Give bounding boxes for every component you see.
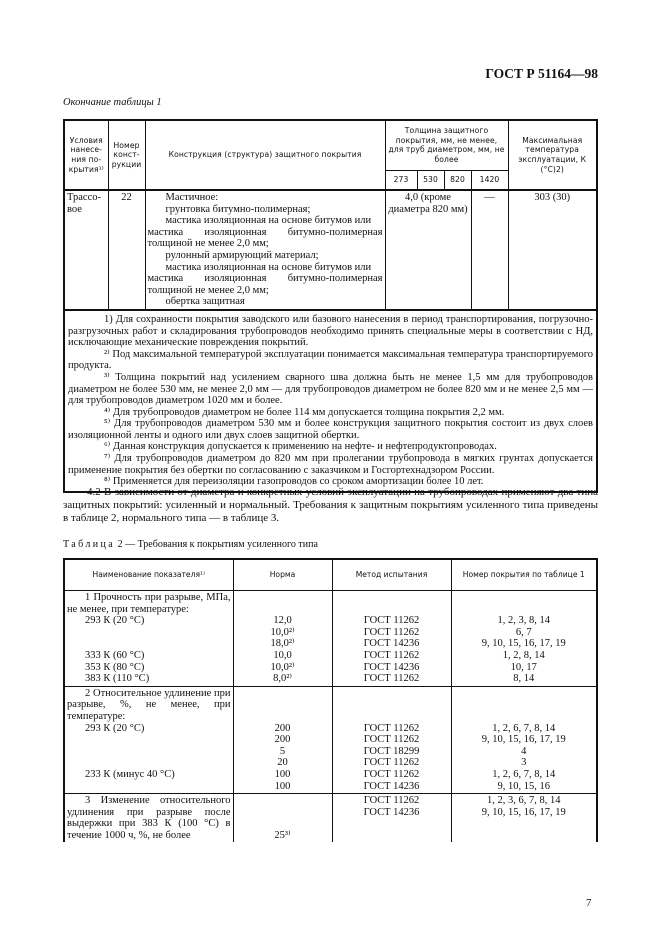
coating-number-value: 1, 2, 6, 7, 8, 14 (492, 768, 556, 780)
coating-number-value: 10, 17 (510, 661, 537, 673)
method-value: ГОСТ 11262 (363, 795, 420, 807)
col-header-number: Номер конст-рукции (108, 120, 145, 190)
indicator-line: 293 К (20 °С) (85, 722, 145, 734)
method-value: ГОСТ 14236 (363, 780, 420, 792)
col-header-max-temp: Максимальная температура эксплуатации, К (°С)2) (508, 120, 597, 190)
footnote: ⁴⁾ Для трубопроводов диаметром не более 114 мм допускается толщина покрытия 2,2 мм. (104, 406, 505, 418)
footnote: ⁷⁾ Для трубопроводов диаметром до 820 мм при пролегании трубопровода в мягких грунтах допускается применение покрытия без обертки по согласованию с заказчиком и Госгортехнадзором России. (68, 453, 593, 476)
cell-number: 22 (108, 190, 145, 310)
spacer (335, 711, 449, 723)
cell-method (332, 591, 451, 687)
table2 (63, 558, 598, 842)
coating-number-value: 9, 10, 15, 16, 17, 19 (481, 734, 566, 746)
spacer (454, 711, 595, 723)
norm-value: 10,0 (273, 649, 292, 661)
norm-value: 100 (274, 780, 291, 792)
footnote: ⁸⁾ Применяется для переизоляции газопроводов со сроком амортизации более 10 лет. (104, 476, 484, 488)
indicator-line (67, 746, 231, 758)
spacer (236, 818, 330, 830)
cell-indicator (64, 591, 233, 687)
table1 (63, 119, 598, 493)
norm-value: 10,0²⁾ (270, 626, 295, 638)
cell-indicator (64, 794, 233, 843)
method-value: ГОСТ 11262 (363, 757, 420, 769)
indicator-title: 3 Изменение относительного удлинения при разрыве после выдержки при 383 К (100 °С) в течение 1000 ч, %, не более (67, 795, 231, 841)
construction-line: рулонный армирующий материал; (165, 249, 319, 261)
construction-line: мастика изоляционная битумно-полимерная толщиной не менее 2,0 мм; (147, 273, 383, 296)
paragraph-text: 4.2 В зависимости от диаметра и конкретных условий эксплуатации на трубопроводах применяют два типа защитных покрытий: усиленный и нормальный. Требования к защитным покрытиям усиленного типа приведены в таблице 2, нормального типа — в таблице 3. (63, 486, 598, 524)
caption-prefix: Таблица (63, 539, 116, 550)
norm-value: 25³⁾ (274, 829, 291, 841)
coating-number-value: 9, 10, 15, 16, 17, 19 (481, 638, 566, 650)
method-value: ГОСТ 11262 (363, 722, 420, 734)
table-row (64, 794, 597, 843)
col-header-diameter: 820 (444, 170, 471, 190)
indicator-line: 353 К (80 °С) (85, 661, 145, 673)
col-header-thickness: Толщина защитного покрытия, мм, не менее, для труб диаметром, мм, не более (385, 120, 508, 170)
coating-number-value: 1, 2, 3, 8, 14 (497, 615, 550, 627)
cell-thickness-1420: — (471, 190, 508, 310)
construction-line: Мастичное: (165, 192, 219, 203)
caption-text: 2 — Требования к покрытиям усиленного типа (115, 539, 318, 550)
norm-value: 200 (274, 722, 291, 734)
method-value: ГОСТ 18299 (363, 745, 420, 757)
construction-line: грунтовка битумно-полимерная; (165, 203, 311, 215)
footnote: ⁵⁾ Для трубопроводов диаметром 530 мм и более конструкция защитного покрытия состоит из двух слоев изоляционной ленты и одного или двух слоев защитной обертки. (68, 418, 593, 441)
indicator-line (67, 781, 231, 793)
table1-caption: Окончание таблицы 1 (63, 97, 162, 108)
construction-line: обертка защитная (165, 296, 245, 308)
spacer (335, 688, 449, 700)
construction-line: мастика изоляционная на основе битумов или (165, 215, 372, 227)
indicator-line: 233 К (минус 40 °С) (85, 768, 175, 780)
cell-coating-number (451, 794, 597, 843)
cell-thickness: 4,0 (кроме диаметра 820 мм) (385, 190, 471, 310)
norm-value: 18,0²⁾ (270, 638, 295, 650)
method-value: ГОСТ 11262 (363, 768, 420, 780)
coating-number-value: 1, 2, 8, 14 (502, 649, 545, 661)
indicator-line (67, 734, 231, 746)
spacer (236, 795, 330, 807)
cell-coating-number (451, 686, 597, 793)
cell-coating-number (451, 591, 597, 687)
cell-conditions: Трассо-вое (64, 190, 108, 310)
col-header-conditions: Условия нанесе-ния по-крытия¹⁾ (64, 120, 108, 190)
spacer (454, 688, 595, 700)
footnote: ³⁾ Толщина покрытий над усилением сварного шва должна быть не менее 1,5 мм для трубопроводов диаметром не более 530 мм, не менее 2,0 мм — для трубопроводов диаметром не более 820 мм и не менее 2,5 мм — для трубопроводов диаметром 1020 мм и более. (68, 371, 593, 407)
cell-method (332, 686, 451, 793)
coating-number-value: 8, 14 (513, 673, 535, 685)
spacer (236, 592, 330, 604)
spacer (236, 711, 330, 723)
construction-line: мастика изоляционная на основе битумов или (165, 261, 372, 273)
table-row (64, 686, 597, 793)
indicator-line: 383 К (110 °С) (85, 673, 150, 685)
method-value: ГОСТ 11262 (363, 734, 420, 746)
spacer (454, 592, 595, 604)
norm-value: 5 (279, 745, 286, 757)
method-value: ГОСТ 11262 (363, 649, 420, 661)
col-header-diameter: 1420 (471, 170, 508, 190)
spacer (236, 604, 330, 616)
norm-value: 20 (277, 757, 288, 769)
cell-indicator (64, 686, 233, 793)
coating-number-value: 6, 7 (515, 626, 532, 638)
norm-value: 10,0²⁾ (270, 661, 295, 673)
col-header-indicator: Наименование показателя¹⁾ (64, 559, 233, 591)
col-header-norm: Норма (233, 559, 332, 591)
paragraph-4-2 (63, 486, 598, 525)
norm-value: 8,0²⁾ (273, 673, 292, 685)
indicator-line (67, 638, 231, 650)
cell-norm (233, 591, 332, 687)
spacer (335, 604, 449, 616)
method-value: ГОСТ 11262 (363, 626, 420, 638)
indicator-line (67, 757, 231, 769)
cell-construction (145, 190, 385, 310)
norm-value: 200 (274, 734, 291, 746)
footnote: ²⁾ Под максимальной температурой эксплуатации понимается максимальная температура транспортируемого продукта. (68, 348, 593, 372)
cell-norm (233, 794, 332, 843)
spacer (236, 807, 330, 819)
col-header-diameter: 273 (385, 170, 417, 190)
spacer (335, 699, 449, 711)
coating-number-value: 9, 10, 15, 16 (497, 780, 550, 792)
method-value: ГОСТ 14236 (363, 638, 420, 650)
construction-line: мастика изоляционная битумно-полимерная толщиной не менее 2,0 мм; (147, 226, 383, 250)
cell-norm (233, 686, 332, 793)
standard-header: ГОСТ Р 51164—98 (485, 66, 598, 81)
spacer (454, 699, 595, 711)
col-header-diameter: 530 (417, 170, 444, 190)
indicator-line: 333 К (60 °С) (85, 649, 145, 661)
norm-value: 100 (274, 768, 291, 780)
method-value: ГОСТ 14236 (363, 806, 420, 818)
indicator-title: 2 Относительное удлинение при разрыве, %, не менее, при температуре: (67, 687, 231, 722)
coating-number-value: 1, 2, 6, 7, 8, 14 (492, 722, 556, 734)
col-header-method: Метод испытания (332, 559, 451, 591)
page-number: 7 (586, 897, 592, 909)
spacer (335, 592, 449, 604)
coating-number-value: 1, 2, 3, 6, 7, 8, 14 (487, 795, 561, 807)
cell-max-temp: 303 (30) (508, 190, 597, 310)
indicator-line: 293 К (20 °С) (85, 615, 145, 627)
col-header-coating-number: Номер покрытия по таблице 1 (451, 559, 597, 591)
table1-footnotes (64, 310, 597, 492)
footnote: ⁶⁾ Данная конструкция допускается к применению на нефте- и нефтепродуктопроводах. (104, 441, 497, 453)
table-row (64, 591, 597, 687)
spacer (236, 699, 330, 711)
coating-number-value: 3 (521, 757, 527, 769)
method-value: ГОСТ 11262 (363, 615, 420, 627)
spacer (454, 604, 595, 616)
norm-value: 12,0 (273, 615, 292, 627)
indicator-title: 1 Прочность при разрыве, МПа, не менее, при температуре: (67, 592, 231, 615)
col-header-construction: Конструкция (структура) защитного покрытия (145, 120, 385, 190)
cell-method (332, 794, 451, 843)
table2-caption (63, 539, 318, 551)
method-value: ГОСТ 14236 (363, 661, 420, 673)
spacer (236, 688, 330, 700)
method-value: ГОСТ 11262 (363, 673, 420, 685)
coating-number-value: 4 (521, 745, 527, 757)
indicator-line (67, 627, 231, 639)
coating-number-value: 9, 10, 15, 16, 17, 19 (481, 806, 566, 818)
footnote: 1) Для сохранности покрытия заводского или базового нанесения в период транспортирования, погрузочно-разгрузочных работ и складирования трубопроводов необходимо принять специальные меры в соответствии с НД, исключающие механические повреждения покрытий. (68, 313, 593, 349)
